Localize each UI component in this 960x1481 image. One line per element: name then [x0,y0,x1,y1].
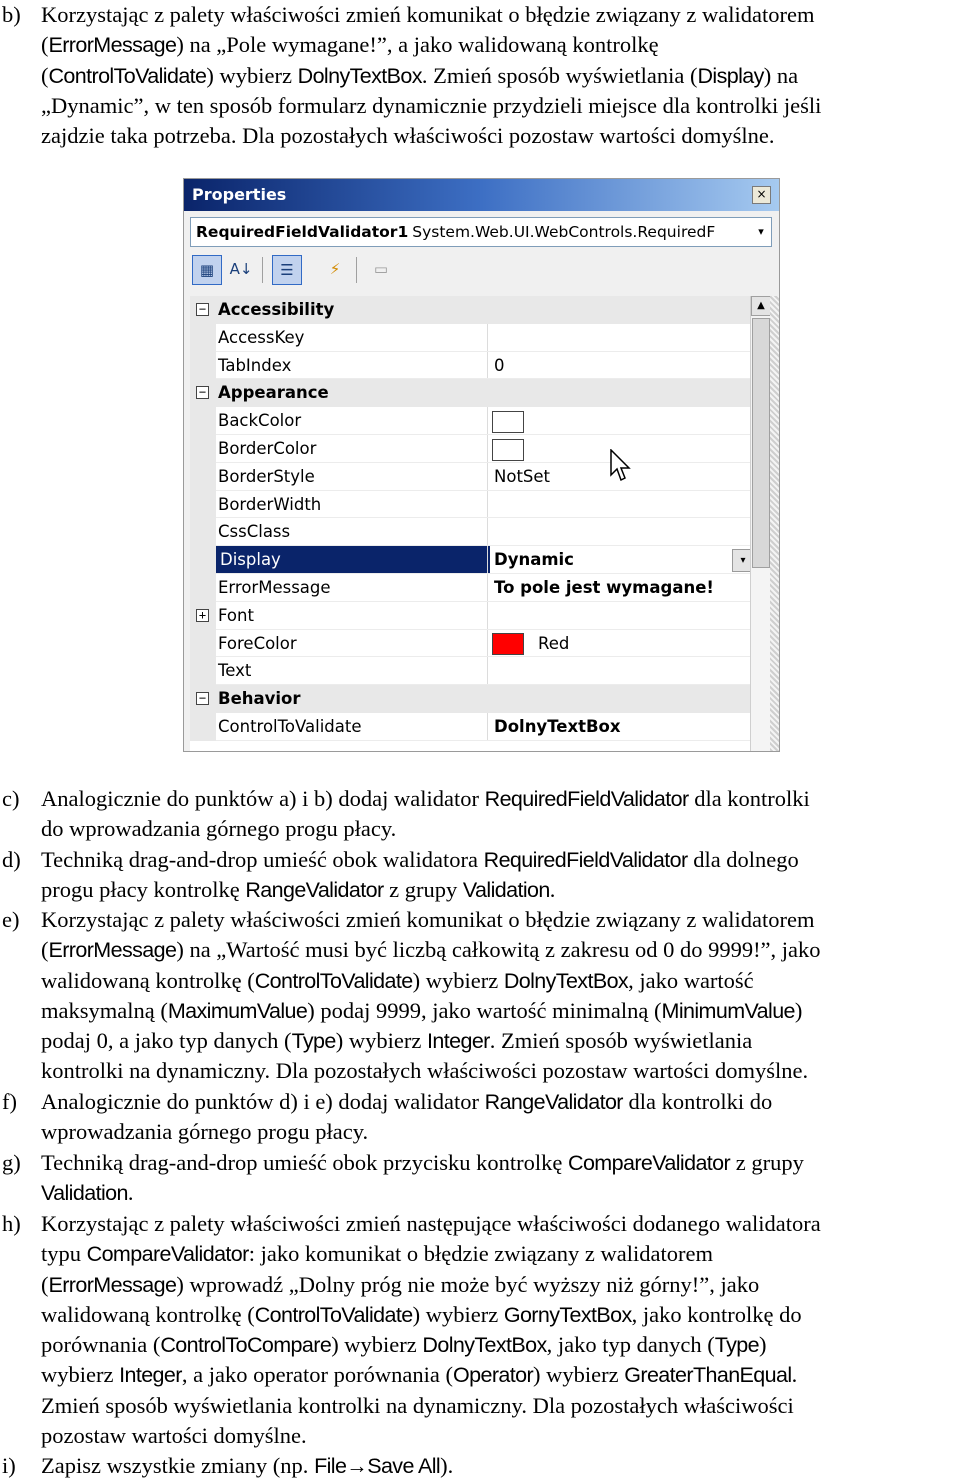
instruction-item [0,845,960,906]
events-icon[interactable]: ⚡ [329,260,341,278]
text-run: : jako komunikat o błędzie związany z walidatorem [248,1241,713,1267]
text-run: walidowaną kontrolkę ( [41,967,255,993]
text-line [41,121,956,151]
text-run: ) wybierz [533,1362,625,1388]
property-name: Font [218,605,254,625]
property-value[interactable] [488,657,750,685]
ui-term: ControlToValidate [254,1302,413,1327]
text-run: ). [440,1453,454,1478]
text-run: , jako wartość [628,967,754,993]
instruction-item [0,1451,960,1481]
property-row[interactable] [190,602,750,630]
text-line [41,1178,956,1208]
ui-term: File→Save All [314,1454,441,1478]
property-name: AccessKey [218,327,305,347]
ui-term: ControlToValidate [48,63,207,88]
property-name: Accessibility [218,300,335,319]
properties-toolbar [190,253,770,289]
alphabetical-icon[interactable]: A↓ [229,260,253,278]
object-type: System.Web.UI.WebControls.RequiredF [412,223,716,241]
instruction-item [0,1148,960,1209]
item-text [41,784,956,845]
ui-term: RangeValidator [245,878,384,903]
instruction-item [0,0,960,152]
text-line [41,1421,956,1451]
text-line [41,61,956,91]
text-run: , jako kontrolkę do [631,1301,802,1327]
property-category[interactable] [190,379,750,407]
text-run: ) [794,997,803,1023]
item-text [41,0,956,151]
property-row[interactable] [190,324,750,352]
property-name: Display [216,546,490,574]
item-text [41,1087,956,1148]
text-run: podaj 0, a jako typ danych ( [41,1028,292,1054]
text-run: ) wybierz [206,62,298,88]
text-line [41,875,956,905]
color-swatch [492,439,524,461]
property-value-text: Red [538,633,570,653]
text-run: z grupy [730,1150,804,1175]
property-value-text: Dynamic [494,550,574,570]
item-label: d) [2,847,21,872]
item-label: e) [2,907,20,932]
text-run: ) [758,1332,767,1358]
text-line [41,845,956,875]
ui-term: ErrorMessage [48,33,177,58]
item-label: i) [2,1453,16,1478]
text-run: „Dynamic”, w ten sposób formularz dynamicznie przydzieli miejsce dla kontrolki jeśli [41,92,822,118]
property-row[interactable] [190,463,750,491]
scrollbar-thumb[interactable] [752,318,770,568]
object-selector[interactable] [190,217,772,247]
ui-term: ErrorMessage [48,938,177,963]
property-name: BorderStyle [218,466,315,486]
text-run: Zapisz wszystkie zmiany (np. [41,1453,315,1478]
text-run: porównania ( [41,1332,161,1358]
text-run: walidowaną kontrolkę ( [41,1301,255,1327]
text-run: . Zmień sposób wyświetlania ( [421,62,698,88]
text-run: dla dolnego [687,847,799,872]
color-swatch [492,411,524,433]
text-run: ( [41,1271,49,1297]
property-value[interactable] [488,630,750,658]
item-label: c) [2,786,20,811]
property-row[interactable] [190,546,750,574]
properties-window[interactable] [183,178,780,752]
text-run: Korzystając z palety właściwości zmień komunikat o błędzie związany z walidatorem [41,907,815,932]
text-line [41,966,956,996]
text-line [41,784,956,814]
property-row[interactable] [190,352,750,380]
text-run: Techniką drag-and-drop umieść obok walidatora [41,847,484,872]
text-run: dla kontrolki [688,786,810,811]
ui-term: DolnyTextBox [422,1333,547,1358]
text-run: progu płacy kontrolkę [41,877,246,903]
instruction-item [0,1209,960,1451]
text-run: typu [41,1241,87,1267]
property-name: ErrorMessage [218,578,331,597]
text-run: wybierz [41,1362,120,1388]
text-run: ( [41,32,49,58]
text-run: Korzystając z palety właściwości zmień komunikat o błędzie związany z walidatorem [41,2,815,27]
ui-term: GornyTextBox [503,1302,632,1327]
ui-term: CompareValidator [86,1242,249,1267]
text-line [41,1391,956,1421]
property-name: Appearance [218,383,329,403]
text-run: ( [41,62,49,88]
ui-term: Integer [119,1363,182,1388]
text-run: Analogicznie do punktów d) i e) dodaj walidator [41,1089,485,1114]
collapse-icon[interactable]: − [196,303,209,316]
mouse-pointer-icon [610,449,632,483]
instruction-item [0,784,960,845]
expand-icon[interactable]: + [196,609,209,622]
text-line [41,814,956,844]
property-category[interactable] [190,685,750,713]
ui-term: Display [697,63,764,88]
text-run: , a jako operator porównania ( [181,1362,453,1388]
text-line [41,905,956,935]
property-row[interactable] [190,407,750,435]
property-name: CssClass [218,522,291,542]
item-text [41,1209,956,1451]
instruction-item [0,905,960,1087]
text-line [41,0,956,30]
property-value[interactable] [488,713,750,741]
text-line [41,1087,956,1117]
ui-term: Operator [453,1363,534,1388]
text-run: do wprowadzania górnego progu płacy. [41,816,397,842]
text-line [41,1330,956,1360]
text-line [41,996,956,1026]
text-run: dla kontrolki do [622,1089,773,1114]
property-name: BorderWidth [218,494,322,514]
text-run: ) na „Pole wymagane!”, a jako walidowaną kontrolkę [176,32,659,58]
text-run: ) wybierz [412,967,504,993]
text-run: ) wybierz [331,1332,423,1358]
property-value[interactable] [488,352,750,380]
item-text [41,905,956,1087]
property-row[interactable] [190,657,750,685]
property-row[interactable] [190,518,750,546]
ui-term: ErrorMessage [48,1272,177,1297]
categorized-icon[interactable]: ▦ [192,255,222,285]
ui-term: ControlToCompare [160,1333,332,1358]
ui-term: CompareValidator [568,1151,731,1175]
property-name: TabIndex [218,355,292,375]
ui-term: DolnyTextBox [297,63,422,88]
property-row[interactable] [190,713,750,741]
object-name: RequiredFieldValidator1 [196,223,409,241]
text-line [41,1451,956,1481]
text-run: Zmień sposób wyświetlania kontrolki na dynamiczny. Dla pozostałych właściwości [41,1392,794,1418]
text-line [41,1270,956,1300]
item-label: b) [2,2,21,27]
text-run: Analogicznie do punktów a) i b) dodaj walidator [41,786,485,811]
property-grid [190,296,750,752]
item-text [41,845,956,906]
ui-term: Type [714,1333,759,1358]
text-line [41,1300,956,1330]
ui-term: Type [291,1029,336,1054]
text-run: ) wybierz [412,1301,504,1327]
text-line [41,1117,956,1147]
text-line [41,1148,956,1178]
property-value[interactable] [488,546,750,574]
property-row[interactable] [190,630,750,658]
property-category[interactable] [190,296,750,324]
ui-term: GreaterThanEqual [624,1363,792,1388]
text-line [41,30,956,60]
ui-term: RangeValidator [484,1090,623,1114]
text-line [41,1056,956,1086]
properties-icon[interactable]: ☰ [272,255,302,285]
text-run: Techniką drag-and-drop umieść obok przycisku kontrolkę [41,1150,569,1175]
property-value-text: 0 [494,355,505,375]
property-row[interactable] [190,435,750,463]
text-run: z grupy [383,877,463,903]
text-run: ) wprowadź „Dolny próg nie może być wyższy niż górny!”, jako [176,1271,760,1297]
collapse-icon[interactable]: − [196,386,209,399]
item-text [41,1451,956,1481]
property-name: BorderColor [218,439,317,458]
property-value[interactable] [488,574,750,602]
text-run: , jako typ danych ( [546,1332,715,1358]
properties-title: Properties [192,185,287,204]
property-row[interactable] [190,491,750,519]
chevron-down-icon[interactable]: ▾ [751,218,771,246]
item-label: g) [2,1150,21,1175]
color-swatch [492,633,524,655]
property-pages-icon[interactable]: ▭ [373,260,389,278]
text-run: ) na [763,62,799,88]
text-run: ) podaj 9999, jako wartość minimalną ( [307,997,662,1023]
property-name: Behavior [218,689,301,709]
text-run: maksymalną ( [41,997,168,1023]
ui-term: Integer [427,1029,490,1054]
property-value[interactable] [488,602,750,630]
instruction-item [0,1087,960,1148]
scroll-up-icon[interactable]: ▲ [751,296,771,316]
ui-term: RequiredFieldValidator [484,787,689,811]
property-value[interactable] [488,491,750,519]
text-line [41,1209,956,1239]
text-run: ( [41,937,49,963]
text-run: . Zmień sposób wyświetlania [489,1028,753,1054]
ui-term: ControlToValidate [254,968,413,993]
property-name: ControlToValidate [218,717,362,736]
text-run: . [791,1362,798,1388]
text-run: zajdzie taka potrzeba. Dla pozostałych właściwości pozostaw wartości domyślne. [41,123,775,149]
property-name: BackColor [218,411,302,431]
property-value-text: DolnyTextBox [494,717,621,736]
item-text [41,1148,956,1209]
ui-term: RequiredFieldValidator [483,848,688,872]
text-run: kontrolki na dynamiczny. Dla pozostałych właściwości pozostaw wartości domyślne. [41,1058,809,1084]
property-name: ForeColor [218,633,297,653]
vertical-scrollbar[interactable] [750,296,771,752]
property-value-text: NotSet [494,466,551,486]
ui-term: MaximumValue [167,998,308,1023]
text-run: ) wybierz [335,1028,427,1054]
item-label: f) [2,1089,17,1114]
text-line [41,1360,956,1390]
ui-term: Validation [462,878,550,903]
ui-term: MinimumValue [661,998,795,1023]
resize-grip [770,296,779,752]
chevron-down-icon[interactable]: ▾ [732,549,750,572]
text-line [41,935,956,965]
property-value[interactable] [488,407,750,435]
property-row[interactable] [190,574,750,602]
property-value[interactable] [488,518,750,546]
property-value[interactable] [488,324,750,352]
close-icon[interactable]: × [752,186,771,204]
ui-term: Validation [41,1181,128,1206]
text-run: . [127,1180,134,1206]
property-value-text: To pole jest wymagane! [494,578,714,597]
text-run: . [549,877,556,903]
ui-term: DolnyTextBox [503,968,629,993]
text-run: pozostaw wartości domyślne. [41,1423,307,1449]
text-line [41,1239,956,1269]
text-run: Korzystając z palety właściwości zmień następujące właściwości dodanego walidatora [41,1211,821,1236]
item-label: h) [2,1211,21,1236]
text-run: ) na „Wartość musi być liczbą całkowitą z zakresu od 0 do 9999!”, jako [176,937,821,963]
collapse-icon[interactable]: − [196,692,209,705]
properties-titlebar[interactable] [184,179,779,211]
text-run: wprowadzania górnego progu płacy. [41,1119,369,1145]
text-line [41,91,956,121]
text-line [41,1026,956,1056]
property-name: Text [218,661,252,681]
